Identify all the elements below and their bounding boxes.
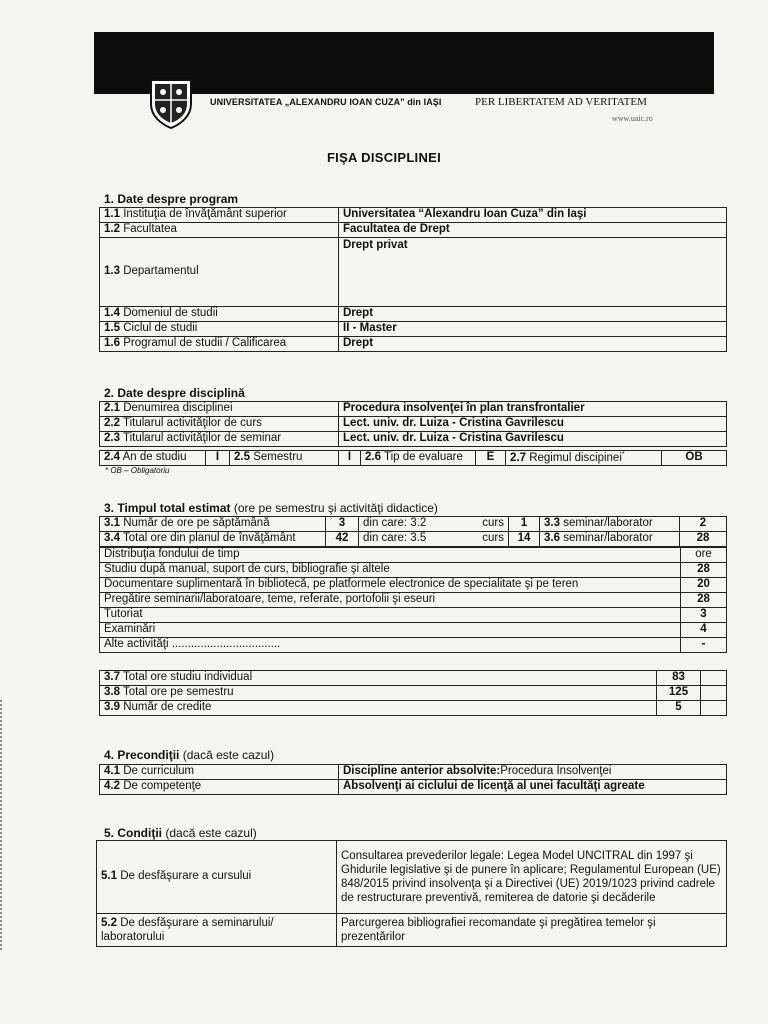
section-3-distribution-table: [99, 547, 727, 653]
university-url: www.uaic.ro: [612, 114, 653, 123]
table-row: 3.9 Număr de credite 5: [100, 701, 727, 716]
table-row: Tutoriat 3: [100, 608, 727, 623]
footnote: * OB – Obligatoriu: [105, 466, 170, 475]
table-row: Examinări 4: [100, 623, 727, 638]
table-row: 1.3 Departamentul Drept privat: [100, 238, 727, 307]
university-name: UNIVERSITATEA „ALEXANDRU IOAN CUZA" din IAŞI: [210, 97, 442, 107]
section-4-table: [99, 764, 727, 795]
university-crest-icon: [143, 74, 199, 130]
section-3-totals-table: [99, 670, 727, 716]
section-2-heading: 2. Date despre disciplină: [104, 386, 245, 400]
table-row: 4.1 De curriculum Discipline anterior absolvite:Procedura Insolvenţei: [100, 765, 727, 780]
section-5-heading: 5. Condiţii (dacă este cazul): [104, 826, 257, 840]
section-2-table: [99, 401, 727, 447]
table-row: 2.2 Titularul activităţilor de curs Lect. univ. dr. Luiza - Cristina Gavrilescu: [100, 417, 727, 432]
table-row: 3.4 Total ore din planul de învăţământ 42 din care: 3.5 curs 14 3.6 seminar/laborator 28: [100, 532, 727, 547]
section-3-heading: 3. Timpul total estimat (ore pe semestru şi activităţi didactice): [104, 501, 438, 515]
table-row: 5.1 De desfăşurare a cursului Consultarea prevederilor legale: Legea Model UNCITRAL din 1997 şi Ghidurile legislative şi de punere în aplicare; Regulamentul European (UE) 848/2015 privind insolvenţa şi a Directivei (UE) 2019/1023 privind cadrele de restructurare preventivă, remiterea de datorie şi decăderile: [97, 841, 727, 914]
table-row: 2.3 Titularul activităţilor de seminar Lect. univ. dr. Luiza - Cristina Gavrilescu: [100, 432, 727, 447]
table-row: Pregătire seminarii/laboratoare, teme, referate, portofolii şi eseuri 28: [100, 593, 727, 608]
section-5-table: [96, 840, 727, 947]
table-row: 1.5 Ciclul de studii II - Master: [100, 322, 727, 337]
table-row: 4.2 De competenţe Absolvenţi ai ciclului de licenţă al unei facultăţi agreate: [100, 780, 727, 795]
section-1-heading: 1. Date despre program: [104, 192, 239, 206]
table-row: 3.8 Total ore pe semestru 125: [100, 686, 727, 701]
table-row: 1.1 Instituţia de învăţământ superior Universitatea “Alexandru Ioan Cuza” din Iaşi: [100, 208, 727, 223]
page-edge-binding: [0, 700, 2, 950]
section-1-table: [99, 207, 727, 352]
table-row: Documentare suplimentară în bibliotecă, pe platformele electronice de specialitate şi pe teren 20: [100, 578, 727, 593]
table-row: 1.6 Programul de studii / Calificarea Drept: [100, 337, 727, 352]
table-row: 1.2 Facultatea Facultatea de Drept: [100, 223, 727, 238]
table-row: 2.4 An de studiu I 2.5 Semestru I 2.6 Tip de evaluare E 2.7 Regimul discipinei* OB: [100, 451, 727, 466]
section-2-row-24-table: [99, 450, 727, 466]
table-row: 1.4 Domeniul de studii Drept: [100, 307, 727, 322]
section-3-hours-table: [99, 516, 727, 547]
section-4-heading: 4. Precondiţii (dacă este cazul): [104, 748, 275, 762]
table-row: 2.1 Denumirea disciplinei Procedura insolvenţei în plan transfrontalier: [100, 402, 727, 417]
table-row: 3.7 Total ore studiu individual 83: [100, 671, 727, 686]
university-motto: PER LIBERTATEM AD VERITATEM: [475, 96, 647, 108]
table-row: 3.1 Număr de ore pe săptămână 3 din care: 3.2 curs 1 3.3 seminar/laborator 2: [100, 517, 727, 532]
table-row: Studiu după manual, suport de curs, bibliografie şi altele 28: [100, 563, 727, 578]
table-row: Alte activităţi .................................. -: [100, 638, 727, 653]
table-row: Distribuţia fondului de timp ore: [100, 548, 727, 563]
table-row: 5.2 De desfăşurare a seminarului/ laboratorului Parcurgerea bibliografiei recomandate şi pregătirea temelor şi prezentărilor: [97, 914, 727, 947]
document-title: FIŞA DISCIPLINEI: [326, 150, 442, 165]
